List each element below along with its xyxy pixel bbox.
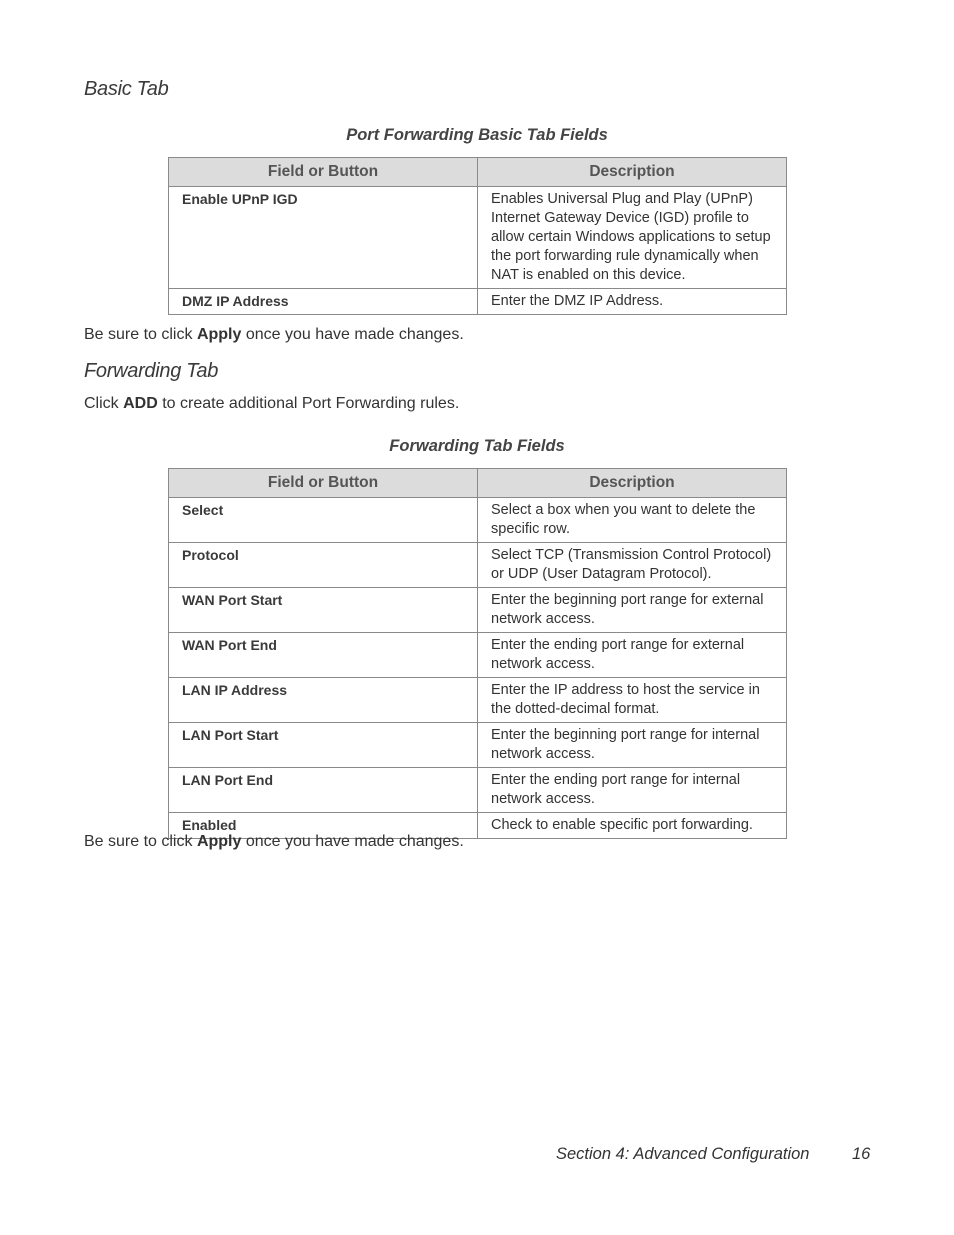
note-text: once you have made changes. <box>241 326 464 343</box>
column-header-description: Description <box>478 158 787 187</box>
basic-table-caption: Port Forwarding Basic Tab Fields <box>346 126 608 144</box>
forwarding-intro <box>84 395 459 413</box>
table-row <box>169 723 787 768</box>
forwarding-tab-heading: Forwarding Tab <box>84 360 219 382</box>
field-name-cell: Select <box>169 498 478 543</box>
footer-section-title: Section 4: Advanced Configuration <box>556 1145 810 1163</box>
field-name-cell: WAN Port End <box>169 633 478 678</box>
description-cell: Select TCP (Transmission Control Protocol) or UDP (User Datagram Protocol). <box>478 543 787 588</box>
field-name-cell: LAN IP Address <box>169 678 478 723</box>
description-cell: Enables Universal Plug and Play (UPnP) Internet Gateway Device (IGD) profile to allow certain Windows applications to setup the port forwarding rule dynamically when NAT is enabled on this device. <box>478 187 787 289</box>
apply-keyword: Apply <box>196 833 242 850</box>
table-row <box>169 543 787 588</box>
description-cell: Enter the ending port range for internal network access. <box>478 768 787 813</box>
column-header-field: Field or Button <box>169 469 478 498</box>
note-text: once you have made changes. <box>241 833 464 850</box>
forwarding-table-caption: Forwarding Tab Fields <box>389 437 565 455</box>
field-name-cell: WAN Port Start <box>169 588 478 633</box>
field-name-cell: DMZ IP Address <box>169 289 478 315</box>
table-row <box>169 633 787 678</box>
description-cell: Enter the DMZ IP Address. <box>478 289 787 315</box>
column-header-description: Description <box>478 469 787 498</box>
field-name-cell: LAN Port Start <box>169 723 478 768</box>
description-cell: Enter the beginning port range for external network access. <box>478 588 787 633</box>
field-name-cell: Enabled <box>169 813 478 839</box>
note-text: Be sure to click <box>84 833 197 850</box>
table-row <box>169 289 787 315</box>
table-header-row <box>169 469 787 498</box>
table-row <box>169 498 787 543</box>
description-cell: Select a box when you want to delete the specific row. <box>478 498 787 543</box>
table-row <box>169 187 787 289</box>
description-cell: Check to enable specific port forwarding. <box>478 813 787 839</box>
forwarding-apply-note <box>84 833 464 851</box>
footer-page-number: 16 <box>852 1145 871 1163</box>
forwarding-fields-table <box>168 468 787 839</box>
basic-tab-heading: Basic Tab <box>84 78 169 100</box>
column-header-field: Field or Button <box>169 158 478 187</box>
description-cell: Enter the beginning port range for internal network access. <box>478 723 787 768</box>
field-name-cell: LAN Port End <box>169 768 478 813</box>
note-text: Be sure to click <box>84 326 197 343</box>
table-header-row <box>169 158 787 187</box>
add-keyword: ADD <box>123 395 158 412</box>
basic-fields-table <box>168 157 787 315</box>
field-name-cell: Protocol <box>169 543 478 588</box>
basic-apply-note <box>84 326 464 344</box>
table-row <box>169 678 787 723</box>
description-cell: Enter the ending port range for external network access. <box>478 633 787 678</box>
table-row <box>169 768 787 813</box>
description-cell: Enter the IP address to host the service in the dotted-decimal format. <box>478 678 787 723</box>
intro-text: Click <box>84 395 124 412</box>
apply-keyword: Apply <box>196 326 242 343</box>
intro-text: to create additional Port Forwarding rules. <box>157 395 460 412</box>
table-row <box>169 588 787 633</box>
field-name-cell: Enable UPnP IGD <box>169 187 478 289</box>
